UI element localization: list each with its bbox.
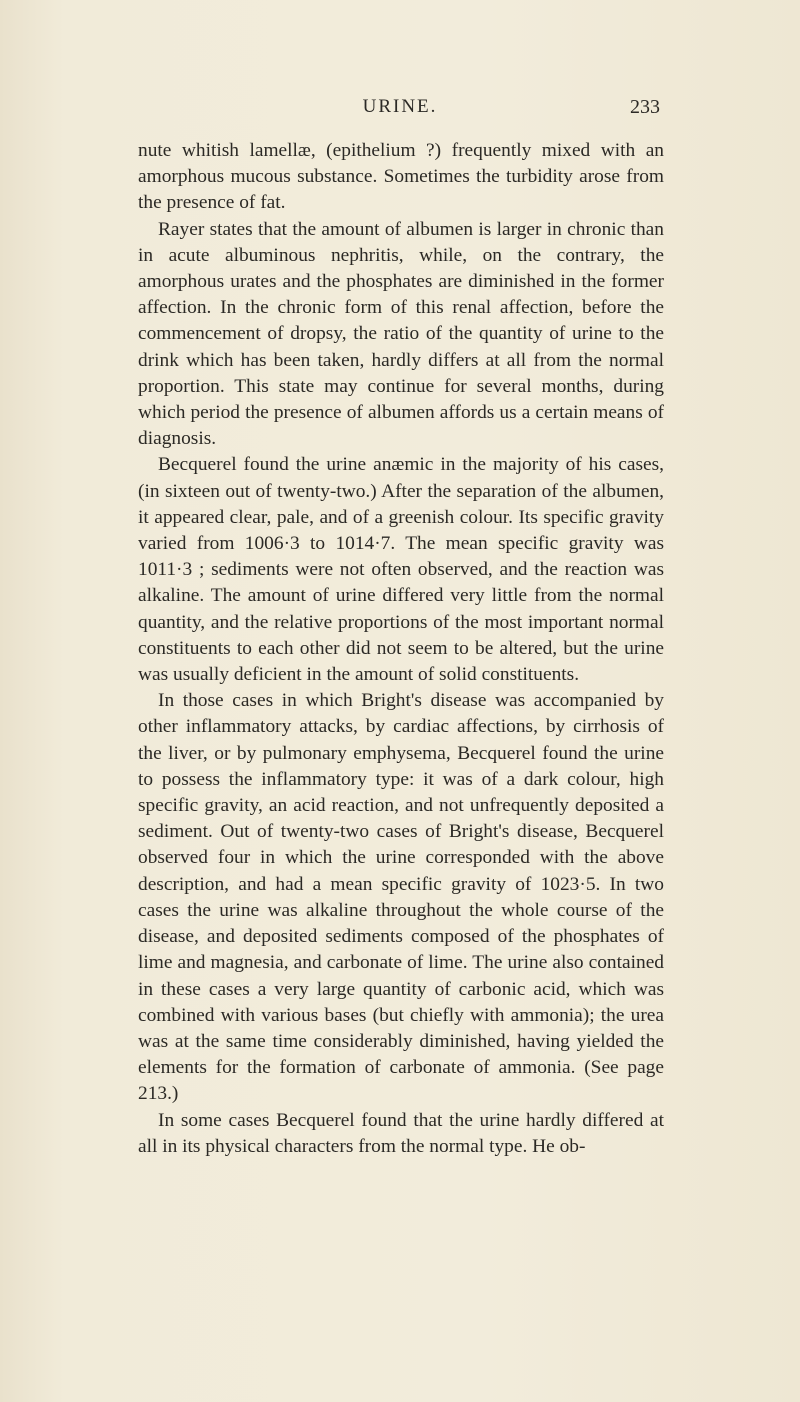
paragraph-continuation: nute whitish lamellæ, (epithelium ?) frequently mixed with an amorphous mucous substance. Sometimes the turbidity arose from the presence of fat. bbox=[138, 140, 664, 214]
page-number: 233 bbox=[630, 96, 660, 118]
paragraph-rayer: Rayer states that the amount of albumen is larger in chronic than in acute albuminous nephritis, while, on the contrary, the amorphous urates and the phosphates are diminished in the former affection. In the chronic form of this renal affection, before the commencement of dropsy, the ratio of the quantity of urine to the drink which has been taken, hardly differs at all from the normal proportion. This state may continue for several months, during which period the presence of albumen affords us a certain means of diagnosis. bbox=[138, 218, 664, 450]
paragraph-physical-characters: In some cases Becquerel found that the urine hardly differed at all in its physical characters from the normal type. He ob- bbox=[138, 1109, 664, 1157]
running-head: URINE. bbox=[362, 96, 438, 117]
paragraph-brights-disease: In those cases in which Bright's disease was accompanied by other inflammatory attacks, by cardiac affections, by cirrhosis of the liver, or by pulmonary emphysema, Becquerel found the urine to possess the inflammatory type: it was of a dark colour, high specific gravity, an acid reaction, and not unfrequently deposited a sediment. Out of twenty-two cases of Bright's disease, Becquerel observed four in which the urine corresponded with the above description, and had a mean specific gravity of 1023·5. In two cases the urine was alkaline throughout the whole course of the disease, and deposited sediments composed of the phosphates of lime and magnesia, and carbonate of lime. The urine also contained in these cases a very large quantity of carbonic acid, which was combined with various bases (but chiefly with ammonia); the urea was at the same time considerably diminished, having yielded the elements for the formation of carbonate of ammonia. (See page 213.) bbox=[138, 690, 664, 1105]
body-text bbox=[138, 138, 664, 1160]
paragraph-becquerel-anaemic: Becquerel found the urine anæmic in the majority of his cases, (in sixteen out of twenty-two.) After the separation of the albumen, it appeared clear, pale, and of a greenish colour. Its specific gravity varied from 1006·3 to 1014·7. The mean specific gravity was 1011·3 ; sediments were not often observed, and the reaction was alkaline. The amount of urine differed very little from the normal quantity, and the relative proportions of the most important normal constituents to each other did not seem to be altered, but the urine was usually deficient in the amount of solid constituents. bbox=[138, 454, 664, 686]
page-header bbox=[0, 96, 800, 120]
